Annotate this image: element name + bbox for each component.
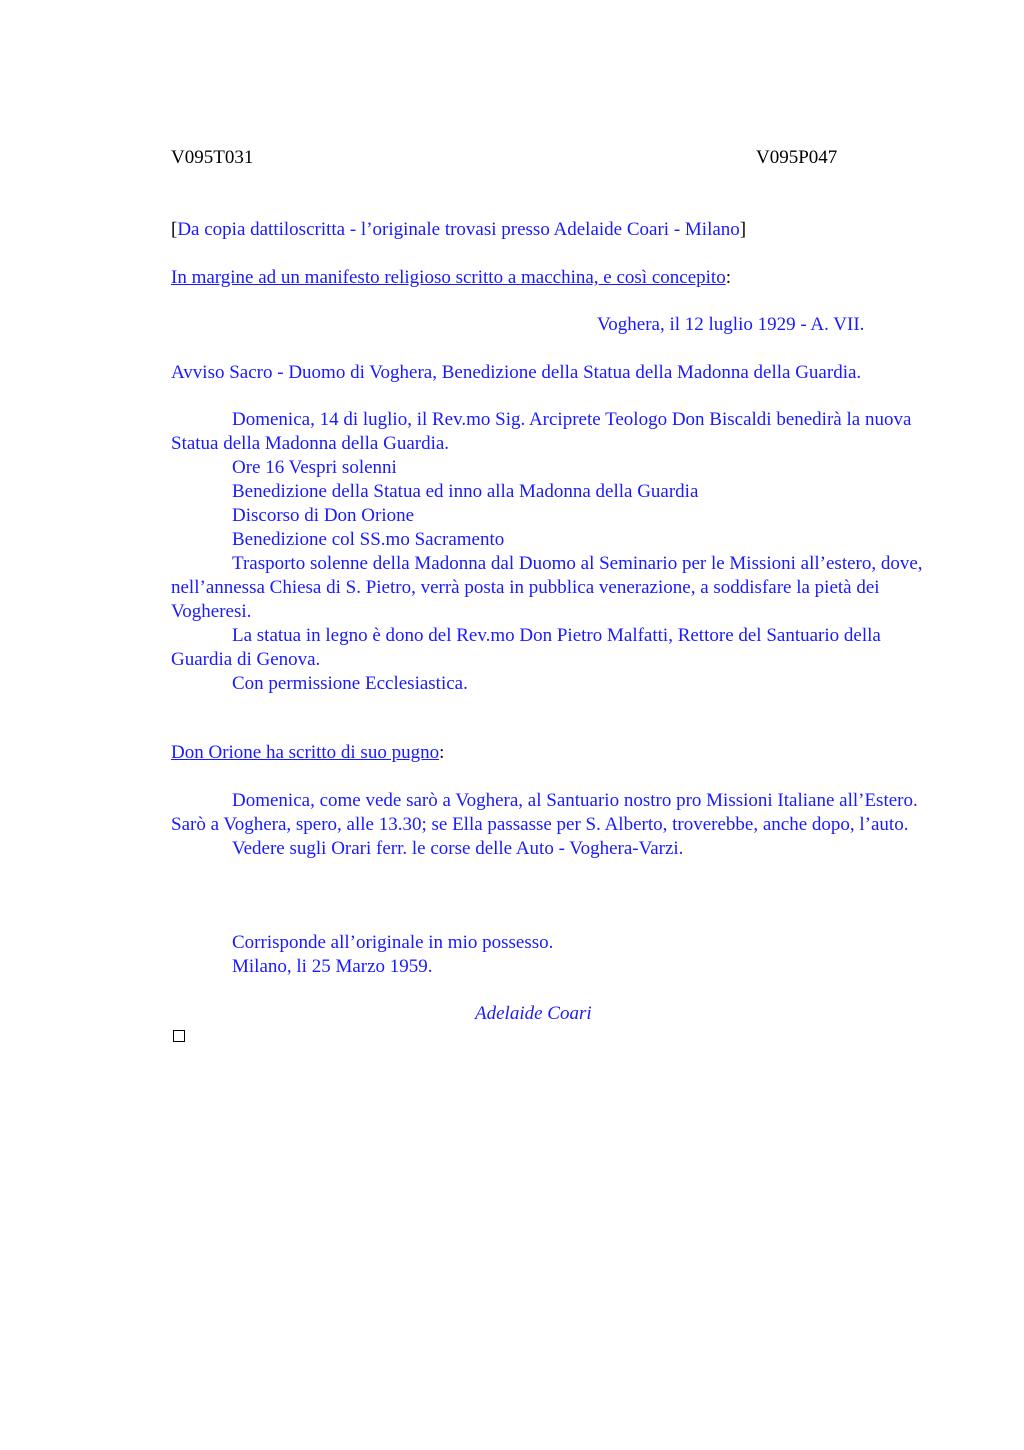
handwritten-heading bbox=[171, 741, 444, 765]
source-note-close-bracket: ] bbox=[739, 219, 747, 240]
handwritten-paragraph-2: Vedere sugli Orari ferr. le corse delle Auto - Voghera-Varzi. bbox=[232, 838, 684, 859]
handwritten-block bbox=[171, 789, 931, 861]
manifesto-block bbox=[171, 408, 931, 696]
program-item: Benedizione col SS.mo Sacramento bbox=[232, 529, 505, 550]
handwritten-heading-text: Don Orione ha scritto di suo pugno bbox=[171, 742, 440, 763]
intro-line bbox=[171, 266, 731, 290]
source-note-open-bracket: [ bbox=[171, 219, 178, 240]
manifesto-date-line: Voghera, il 12 luglio 1929 - A. VII. bbox=[597, 314, 865, 335]
attestation-line-2: Milano, li 25 Marzo 1959. bbox=[232, 956, 433, 977]
program-item: Ore 16 Vespri solenni bbox=[232, 457, 397, 478]
header-right-code: V095P047 bbox=[756, 147, 838, 168]
manifesto-paragraph-1: Domenica, 14 di luglio, il Rev.mo Sig. Arciprete Teologo Don Biscaldi benedirà la nuova Statua della Madonna della Guardia. bbox=[171, 409, 912, 454]
source-note-text: Da copia dattiloscritta - l’originale trovasi presso Adelaide Coari - Milano bbox=[177, 219, 740, 240]
program-item: Benedizione della Statua ed inno alla Madonna della Guardia bbox=[232, 481, 699, 502]
attestation-block bbox=[171, 931, 931, 979]
manifesto-paragraph-2: Trasporto solenne della Madonna dal Duomo al Seminario per le Missioni all’estero, dove, nell’annessa Chiesa di S. Pietro, verrà posta in pubblica venerazione, a soddisfare la pietà dei Vogheresi. bbox=[171, 553, 923, 622]
manifesto-paragraph-3: La statua in legno è dono del Rev.mo Don Pietro Malfatti, Rettore del Santuario della Guardia di Genova. bbox=[171, 625, 881, 670]
attestation-line-1: Corrisponde all’originale in mio possesso. bbox=[232, 932, 554, 953]
signature: Adelaide Coari bbox=[475, 1003, 592, 1024]
manifesto-permission: Con permissione Ecclesiastica. bbox=[232, 673, 468, 694]
program-item: Discorso di Don Orione bbox=[232, 505, 415, 526]
handwritten-paragraph-1: Domenica, come vede sarò a Voghera, al Santuario nostro pro Missioni Italiane all’Estero. Sarò a Voghera, spero, alle 13.30; se Ella passasse per S. Alberto, troverebbe, anche dopo, l’auto. bbox=[171, 790, 918, 835]
end-square-icon bbox=[173, 1030, 185, 1042]
intro-line-colon: : bbox=[725, 267, 731, 288]
source-note bbox=[171, 218, 746, 242]
handwritten-heading-colon: : bbox=[439, 742, 445, 763]
intro-line-text: In margine ad un manifesto religioso scritto a macchina, e così concepito bbox=[171, 267, 726, 288]
manifesto-title-line: Avviso Sacro - Duomo di Voghera, Benedizione della Statua della Madonna della Guardia. bbox=[171, 362, 862, 383]
header-left-code: V095T031 bbox=[171, 147, 254, 168]
